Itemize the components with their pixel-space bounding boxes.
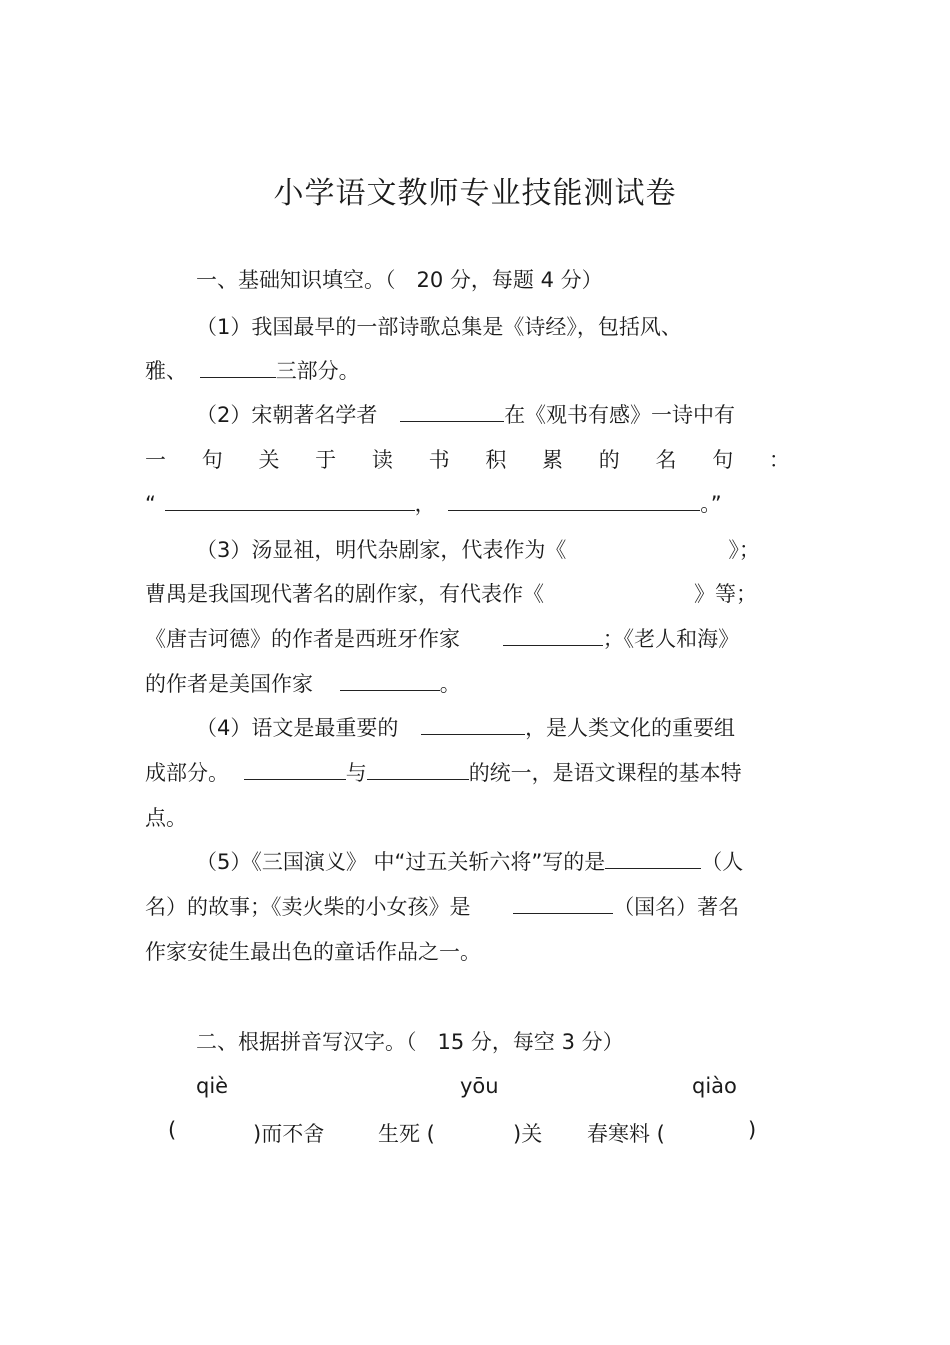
q1-line-2 — [145, 357, 805, 385]
q2-comma: ， — [414, 492, 436, 516]
q4-line2-mid: 与 — [345, 761, 367, 785]
pinyin-row — [0, 1074, 950, 1102]
q5-line2-pre: 名）的故事；《卖火柴的小女孩》是 — [145, 895, 471, 919]
q2-char: 的 — [598, 448, 620, 472]
q5-text-post: （人 — [701, 850, 744, 874]
q3-line-1 — [196, 536, 856, 564]
q3-line4-post: 。 — [439, 672, 461, 696]
answer-3-space[interactable] — [678, 1118, 744, 1144]
q2-char: 累 — [542, 448, 564, 472]
answer-1-space[interactable] — [180, 1118, 252, 1144]
q3-us-author-blank[interactable] — [340, 670, 440, 691]
q2-char: 一 — [145, 448, 166, 472]
q2-text-post: 在《观书有感》一诗中有 — [504, 403, 736, 427]
q5-text-pre: （5）《三国演义》 中“过五关斩六将”写的是 — [196, 850, 606, 874]
q3-spain-author-blank[interactable] — [503, 625, 603, 646]
q3-line2-pre: 曹禺是我国现代著名的剧作家，有代表作《 — [145, 582, 544, 606]
q4-line2-post: 的统一，是语文课程的基本特 — [468, 761, 742, 785]
q3-line4-pre: 的作者是美国作家 — [145, 672, 313, 696]
answer-1-close: )而不舍 — [253, 1122, 325, 1146]
q2-char: 关 — [258, 448, 280, 472]
q3-line3-pre: 《唐吉诃德》的作者是西班牙作家 — [145, 627, 460, 651]
answer-3-open: 春寒料 ( — [587, 1122, 665, 1146]
q5-line-2 — [145, 893, 805, 921]
q5-person-blank[interactable] — [605, 848, 701, 869]
answer-1-open: ( — [168, 1118, 177, 1142]
q1-line-1: （1）我国最早的一部诗歌总集是《诗经》，包括风、 — [196, 315, 682, 339]
q3-line-2 — [145, 580, 805, 608]
q2-open-quote: “ — [145, 492, 156, 516]
page-title: 小学语文教师专业技能测试卷 — [273, 176, 677, 211]
q3-line-3 — [145, 625, 805, 653]
q2-char: ： — [768, 448, 790, 472]
q4-line2-pre: 成部分。 — [145, 761, 229, 785]
q2-author-blank[interactable] — [400, 401, 504, 422]
pinyin-1: qiè — [196, 1074, 229, 1098]
answer-2-close: )关 — [513, 1122, 543, 1146]
pinyin-3: qiào — [692, 1074, 737, 1098]
pinyin-answer-row — [0, 1118, 950, 1146]
q1-answer-blank[interactable] — [200, 357, 276, 378]
q4-blank-1[interactable] — [421, 714, 525, 735]
q2-verse-blank-1[interactable] — [165, 490, 415, 511]
q2-char: 读 — [371, 448, 393, 472]
q2-char: 积 — [485, 448, 507, 472]
q5-line2-post: （国名）著名 — [613, 895, 740, 919]
q3-text-post: 》； — [728, 538, 760, 562]
answer-3-close: ) — [748, 1118, 757, 1142]
q3-line2-post: 》等； — [694, 582, 757, 606]
q2-char: 句 — [712, 448, 734, 472]
q2-line-2 — [145, 446, 790, 474]
section-1-heading: 一、基础知识填空。（ 20 分，每题 4 分） — [196, 268, 603, 292]
q5-country-blank[interactable] — [513, 893, 613, 914]
answer-2-open: 生死 ( — [378, 1122, 435, 1146]
q3-line-4 — [145, 670, 805, 698]
q4-line-1 — [196, 714, 856, 742]
section-2-heading: 二、根据拼音写汉字。（ 15 分，每空 3 分） — [196, 1030, 624, 1054]
q2-verse-blank-2[interactable] — [448, 490, 700, 511]
q1-text-pre: 雅、 — [145, 359, 187, 383]
q4-blank-2[interactable] — [244, 759, 346, 780]
q2-char: 书 — [428, 448, 450, 472]
q2-char: 名 — [655, 448, 677, 472]
q4-text-pre: （4）语文是最重要的 — [196, 716, 399, 740]
q4-text-post: ，是人类文化的重要组 — [525, 716, 736, 740]
q2-line-1 — [196, 401, 856, 429]
q2-text-pre: （2）宋朝著名学者 — [196, 403, 378, 427]
q3-line3-post: ；《老人和海》 — [602, 627, 740, 651]
q4-line-2 — [145, 759, 805, 787]
q2-char: 于 — [315, 448, 337, 472]
q5-line-3: 作家安徒生最出色的童话作品之一。 — [145, 940, 481, 964]
q4-blank-3[interactable] — [367, 759, 469, 780]
q5-line-1 — [196, 848, 856, 876]
q1-text-post: 三部分。 — [275, 359, 360, 383]
q4-line-3: 点。 — [145, 806, 187, 830]
q3-text-pre: （3）汤显祖，明代杂剧家，代表作为《 — [196, 538, 567, 562]
answer-2-space[interactable] — [442, 1118, 512, 1144]
q2-char: 句 — [201, 448, 223, 472]
pinyin-2: yōu — [460, 1074, 499, 1098]
q2-line-3 — [145, 490, 805, 518]
q2-close-quote: 。” — [700, 492, 722, 516]
